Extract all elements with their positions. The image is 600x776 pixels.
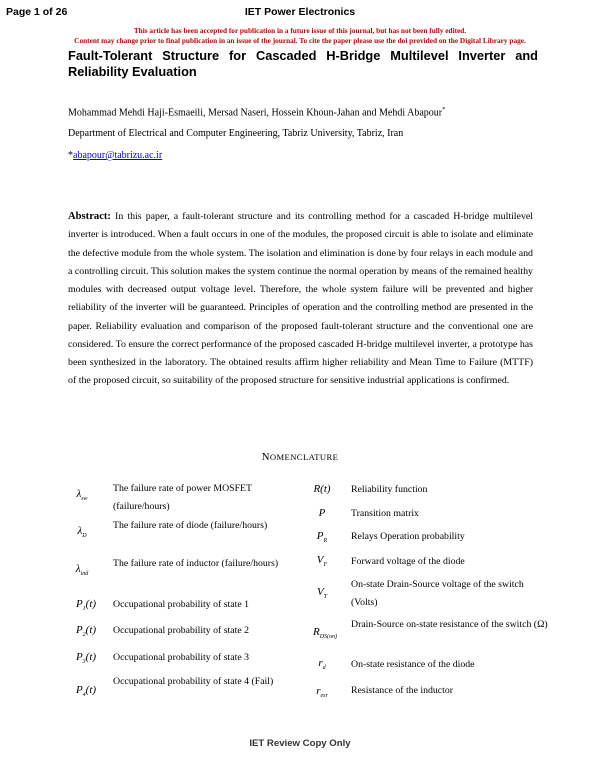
page-number: Page 1 of 26 — [6, 6, 68, 18]
publication-notice-line-2: Content may change prior to final publication in an issue of the journal. To cite the paper please use the doi provided on the Digital Library page. — [74, 36, 526, 45]
nomenclature-heading — [0, 451, 600, 463]
nomenclature-definition: Relays Operation probability — [351, 531, 465, 542]
review-copy-footer: IET Review Copy Only — [249, 738, 351, 749]
nomenclature-symbol: $r_{esr}$ — [316, 685, 328, 700]
nomenclature-symbol: $\lambda_{sw}$ — [76, 488, 88, 503]
nomenclature-symbol: P — [318, 507, 326, 519]
nomenclature-definition: The failure rate of power MOSFET (failure/hours) — [113, 483, 252, 512]
nomenclature-definition: Reliability function — [351, 484, 428, 495]
nomenclature-symbol: $\lambda_{ind}$ — [75, 563, 89, 578]
contact-email-line — [68, 150, 162, 161]
nomenclature-definition: Occupational probability of state 1 — [113, 599, 250, 610]
nomenclature-symbol: R(t) — [313, 483, 331, 495]
nomenclature-symbol: $P_2(t)$ — [75, 624, 97, 639]
nomenclature-definition: Drain-Source on-state resistance of the switch (Ω) — [351, 619, 548, 630]
nomenclature-definition: Occupational probability of state 3 — [113, 652, 250, 663]
author-list — [68, 106, 445, 118]
email-mark: * — [68, 150, 73, 161]
nomenclature-heading-initial: N — [261, 451, 270, 463]
nomenclature-definition: On-state resistance of the diode — [351, 659, 475, 670]
email-link[interactable]: abapour@tabrizu.ac.ir — [73, 150, 163, 161]
nomenclature-symbol: $P_1(t)$ — [75, 598, 97, 613]
nomenclature-symbol: $R_{DS(on)}$ — [312, 626, 338, 641]
nomenclature-definition: Transition matrix — [351, 508, 419, 519]
abstract — [68, 208, 533, 391]
nomenclature-symbol: $P_4(t)$ — [75, 684, 97, 699]
nomenclature-definition: The failure rate of diode (failure/hours) — [113, 520, 268, 531]
nomenclature-symbol: $V_F$ — [316, 554, 328, 569]
nomenclature-definition: Occupational probability of state 4 (Fail) — [113, 676, 274, 687]
nomenclature-definition: On-state Drain-Source voltage of the switch (Volts) — [351, 579, 524, 608]
affiliation: Department of Electrical and Computer Engineering, Tabriz University, Tabriz, Iran — [68, 128, 404, 139]
author-names: Mohammad Mehdi Haji-Esmaeili, Mersad Naseri, Hossein Khoun-Jahan and Mehdi Abapour — [68, 107, 443, 119]
nomenclature-definition: Forward voltage of the diode — [351, 556, 465, 567]
abstract-text: In this paper, a fault-tolerant structure and its controlling method for a cascaded H-bridge multilevel inverter is introduced. When a fault occurs in one of the modules, the proposed circuit is able to isolate and eliminate the defective module from the whole system. The isolation and elimination is done by four relays in each module and a controlling circuit. This solution makes the system continue the normal operation by means of the remained healthy modules with decreased output voltage level. Therefore, the whole system failure will be prevented and higher reliability of the inverter will be guaranteed. Principles of operation and the controlling method are presented in the paper. Reliability evaluation and comparison of the proposed fault-tolerant structure and the conventional one are considered. To ensure the correct performance of the proposed cascaded H-bridge multilevel inverter, a prototype has been synthesized in the laboratory. The obtained results affirm higher reliability and Mean Time to Failure (MTTF) of the proposed circuit, so suitability of the proposed structure for sensitive industrial applications is confirmed. — [68, 211, 534, 387]
publication-notice-line-1: This article has been accepted for publication in a future issue of this journal, but has not been fully edited. — [133, 26, 467, 35]
corresponding-author-mark: * — [442, 106, 446, 113]
nomenclature-symbol: $V_T$ — [316, 586, 328, 601]
journal-name: IET Power Electronics — [244, 6, 356, 18]
nomenclature-definition: Occupational probability of state 2 — [113, 625, 250, 636]
nomenclature-symbol: $P_3(t)$ — [75, 651, 97, 666]
nomenclature-symbol: $P_R$ — [316, 530, 328, 545]
nomenclature-definition: Resistance of the inductor — [351, 685, 454, 696]
abstract-label: Abstract: — [68, 211, 111, 222]
paper-title: Fault-Tolerant Structure for Cascaded H-Bridge Multilevel Inverter and Reliability Evaluation — [68, 48, 538, 79]
nomenclature-symbol: $r_d$ — [318, 657, 326, 672]
nomenclature-heading-rest: OMENCLATURE — [269, 452, 339, 462]
nomenclature-definition: The failure rate of inductor (failure/hours) — [113, 558, 279, 569]
nomenclature-symbol: $\lambda_D$ — [77, 525, 87, 540]
